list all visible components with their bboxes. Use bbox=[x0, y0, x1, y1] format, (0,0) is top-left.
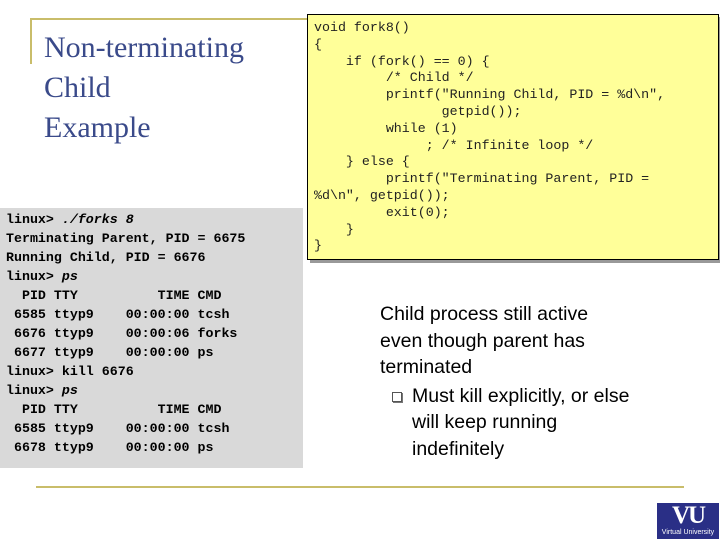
title-line: Non-terminating bbox=[44, 31, 244, 64]
terminal-line bbox=[6, 438, 303, 457]
code-line: while (1) bbox=[314, 120, 458, 136]
terminal-prompt: linux> bbox=[6, 269, 62, 284]
terminal-line bbox=[6, 419, 303, 438]
terminal-command: ps bbox=[61, 269, 78, 284]
code-line: } bbox=[314, 238, 322, 254]
terminal-text: Running Child, PID = 6676 bbox=[6, 250, 206, 265]
terminal-text: 6585 ttyp9 00:00:00 tcsh bbox=[6, 307, 230, 322]
code-line: ; /* Infinite loop */ bbox=[314, 137, 594, 153]
terminal-line bbox=[6, 324, 303, 343]
terminal-text: 6677 ttyp9 00:00:00 ps bbox=[6, 345, 214, 360]
code-line: } else { bbox=[314, 154, 410, 170]
title-rule-left bbox=[30, 18, 32, 64]
terminal-command: ./forks 8 bbox=[61, 212, 134, 227]
title-line: Example bbox=[44, 111, 151, 144]
terminal-text: PID TTY TIME CMD bbox=[6, 288, 222, 303]
code-line: exit(0); bbox=[314, 204, 450, 220]
code-listing bbox=[307, 14, 719, 260]
terminal-text: 6676 ttyp9 00:00:06 forks bbox=[6, 326, 238, 341]
code-line: %d\n", getpid()); bbox=[314, 187, 450, 203]
sub-bullet-line: indefinitely bbox=[412, 437, 505, 460]
sub-bullet-line: will keep running bbox=[412, 411, 558, 433]
terminal-text: PID TTY TIME CMD bbox=[6, 402, 222, 417]
terminal-line bbox=[6, 305, 303, 324]
logo-text: Virtual University bbox=[661, 529, 715, 536]
bullet-line: Child process still active bbox=[380, 303, 589, 325]
terminal-line bbox=[6, 400, 303, 419]
bottom-rule bbox=[36, 486, 684, 488]
code-line: getpid()); bbox=[314, 103, 522, 119]
bullet-list bbox=[380, 301, 700, 462]
code-line: { bbox=[314, 36, 322, 52]
terminal-text: Terminating Parent, PID = 6675 bbox=[6, 231, 246, 246]
code-line: /* Child */ bbox=[314, 70, 474, 86]
terminal-line bbox=[6, 267, 303, 286]
terminal-line bbox=[6, 343, 303, 362]
code-line: if (fork() == 0) { bbox=[314, 53, 490, 69]
terminal-text: linux> kill 6676 bbox=[6, 364, 134, 379]
bullet-line: even though parent has bbox=[380, 329, 585, 352]
title-line: Child bbox=[44, 71, 111, 104]
slide-title bbox=[44, 28, 294, 148]
code-text bbox=[314, 20, 718, 255]
terminal-line bbox=[6, 210, 303, 229]
square-bullet-icon bbox=[392, 392, 402, 402]
logo-mark: VU bbox=[671, 502, 705, 529]
terminal-line bbox=[6, 248, 303, 267]
terminal-prompt: linux> bbox=[6, 383, 62, 398]
code-line: printf("Running Child, PID = %d\n", bbox=[314, 87, 666, 103]
bullet-item bbox=[380, 301, 700, 381]
terminal-text: 6678 ttyp9 00:00:00 ps bbox=[6, 440, 214, 455]
bullet-line: terminated bbox=[380, 356, 473, 378]
terminal-line bbox=[6, 286, 303, 305]
code-line: } bbox=[314, 221, 354, 237]
terminal-output bbox=[0, 208, 303, 468]
university-logo bbox=[657, 503, 719, 539]
code-line: void fork8() bbox=[314, 20, 410, 35]
terminal-line bbox=[6, 381, 303, 400]
sub-bullet-line: Must kill explicitly, or else bbox=[412, 384, 630, 407]
terminal-line bbox=[6, 362, 303, 381]
terminal-text: 6585 ttyp9 00:00:00 tcsh bbox=[6, 421, 230, 436]
sub-bullet-item bbox=[380, 383, 700, 463]
terminal-line bbox=[6, 229, 303, 248]
code-line: printf("Terminating Parent, PID = bbox=[314, 171, 658, 187]
terminal-prompt: linux> bbox=[6, 212, 62, 227]
terminal-command: ps bbox=[61, 383, 78, 398]
